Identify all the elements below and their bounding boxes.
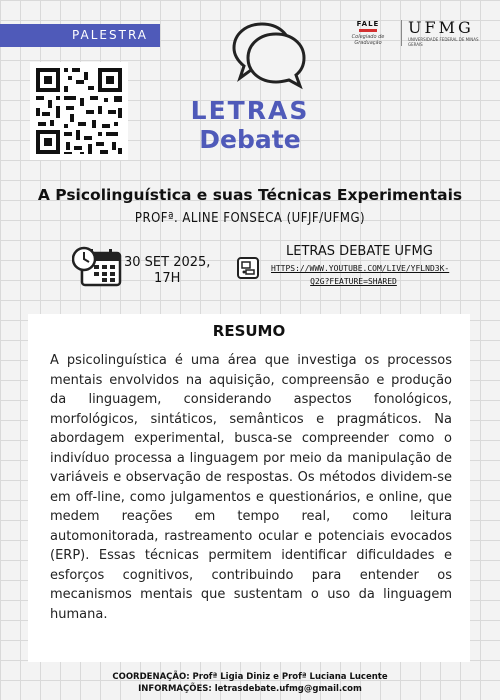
palestra-tag: PALESTRA [0,24,160,47]
fale-logo-bar [359,29,377,32]
abstract-text: A psicolinguística é uma área que investiga os processos mentais envolvidos na aquisição, compreensão e produção da linguagem, considerando aspectos fonológicos, morfológicos, sintáticos, semânticos e pragmáticos. Na abordagem experimental, busca-se compreender como o indivíduo processa a linguagem por meio da manipulação de variáveis e observação de respostas. Os métodos dividem-se em off-line, como julgamentos e questionários, e online, que medem reações em tempo real, como leitura automonitorada, rastreamento ocular e potenciais evocados (ERP). Essas técnicas permitem identificar dificuldades e esforços cognitivos, contribuindo para entender os mecanismos mentais que sustentam o uso da linguagem humana. [50,353,452,622]
footer-coordination: COORDENAÇÃO: Profª Ligia Diniz e Profª Luciana Lucente [112,672,388,682]
brand-line2: Debate [199,125,301,154]
ufmg-logo-title: UFMG [408,18,474,37]
logo-divider [401,20,402,46]
calendar-clock-icon [72,245,122,291]
abstract-panel [28,314,470,662]
fale-logo-subtitle: Colegiado de Graduação [351,34,385,46]
brand-line1: LETRAS [190,96,310,125]
event-title: A Psicolinguística e suas Técnicas Experimentais [37,186,463,204]
channel-name: LETRAS DEBATE UFMG [286,244,433,259]
footer [0,671,500,695]
event-date [124,255,210,287]
video-icon [236,256,260,284]
letras-debate-logo [160,96,340,154]
ufmg-logo-subtitle: UNIVERSIDADE FEDERAL DE MINAS GERAIS [408,37,479,47]
event-date-time: 17H [154,271,181,286]
abstract-heading: RESUMO [212,322,286,340]
ufmg-logo [408,18,488,47]
qr-code[interactable] [30,62,128,160]
footer-info: INFORMAÇÕES: letrasdebate.ufmg@gmail.com [138,684,362,694]
event-date-day: 30 SET 2025, [124,255,211,270]
event-speaker: PROFª. ALINE FONSECA (UFJF/UFMG) [134,211,366,226]
youtube-link[interactable]: HTTPS://WWW.YOUTUBE.COM/LIVE/YFLND3K-Q2G?FEATURE=SHARED [271,264,450,286]
fale-logo [340,20,396,46]
fale-logo-title: FALE [356,20,380,28]
chat-bubbles-icon [232,18,308,96]
